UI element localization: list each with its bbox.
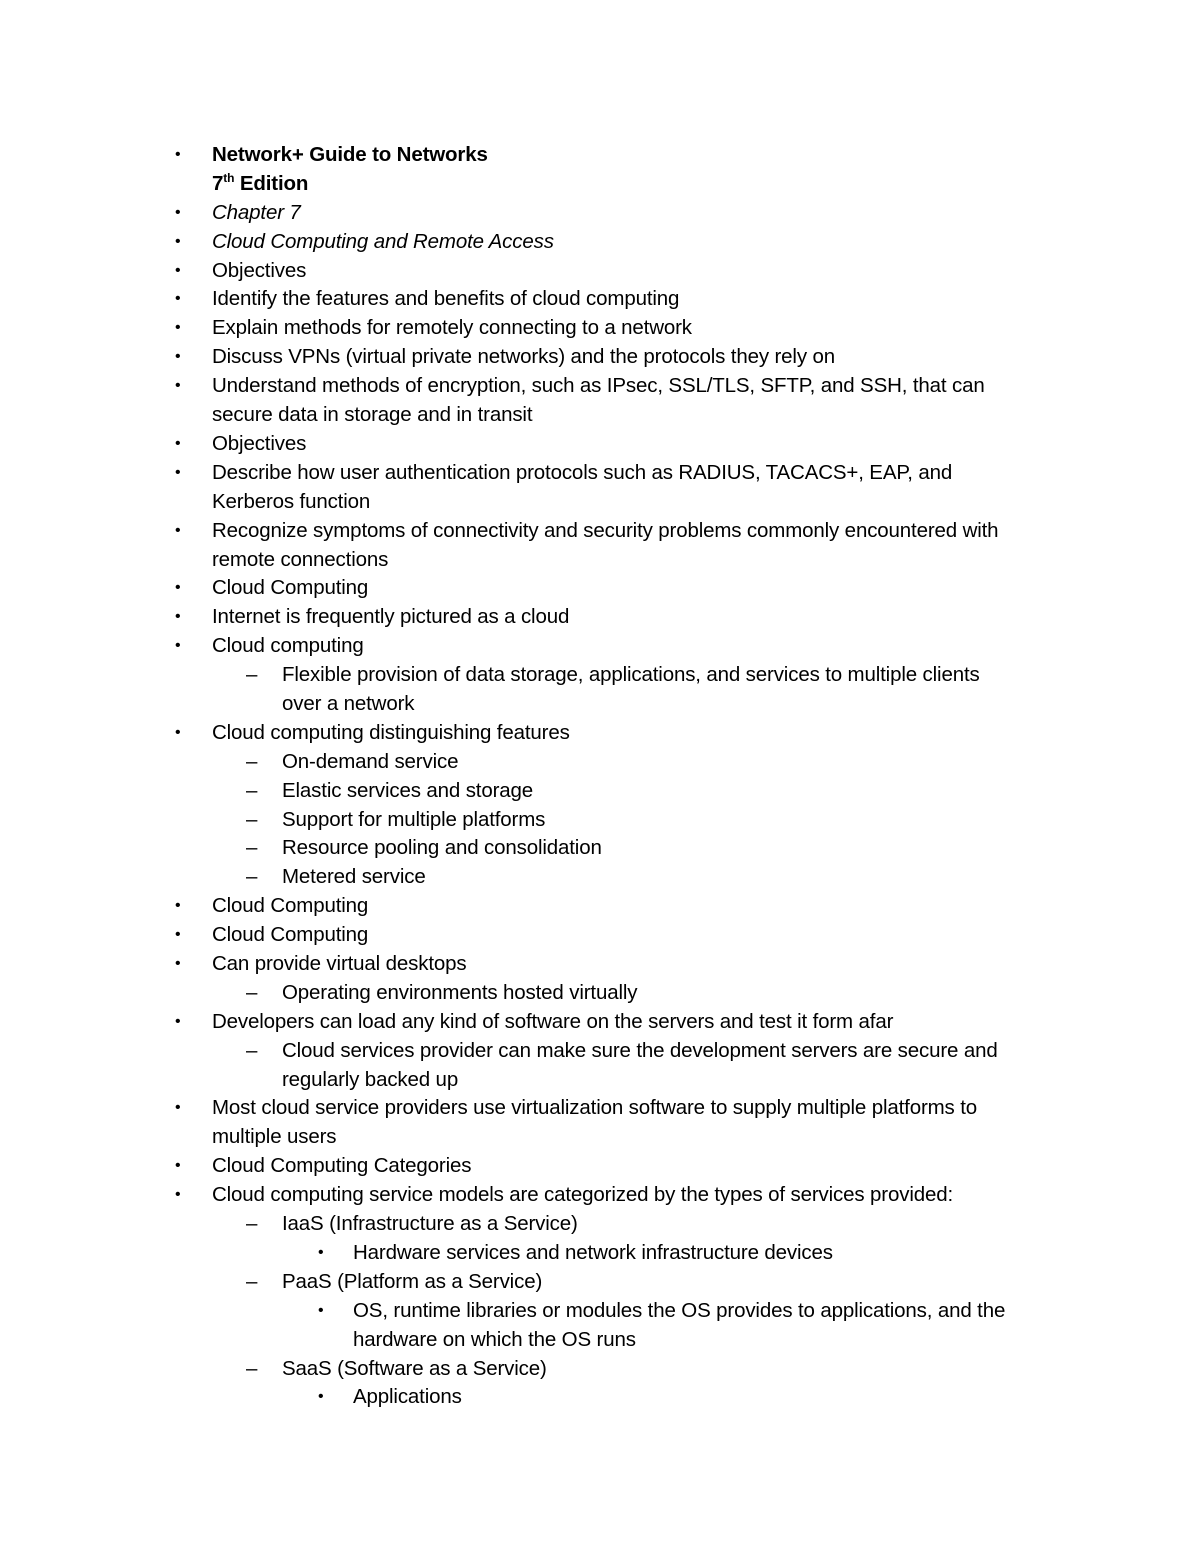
bullet-icon: • (175, 203, 181, 221)
bullet-icon: • (175, 608, 181, 626)
list-item-text (282, 979, 637, 1008)
bullet-icon: • (175, 261, 181, 279)
list-item (0, 719, 1200, 748)
bullet-icon: • (175, 377, 181, 395)
dash-icon: – (246, 1038, 258, 1062)
list-item (0, 1008, 1200, 1037)
document-title (212, 141, 488, 199)
text-line: Resource pooling and consolidation (282, 836, 602, 860)
bullet-icon: • (175, 1099, 181, 1117)
list-item-text (212, 719, 570, 748)
edition-number: 7 (212, 171, 224, 195)
dash-icon: – (246, 1269, 258, 1293)
list-item-text (212, 632, 364, 661)
list-item-text (212, 892, 368, 921)
list-item (0, 1268, 1200, 1297)
text-line: Cloud computing distinguishing features (212, 720, 570, 744)
list-item-text (212, 574, 368, 603)
bullet-icon: • (175, 319, 181, 337)
bullet-icon: • (175, 1186, 181, 1204)
list-item-text (353, 1297, 1005, 1355)
list-item-text (282, 1210, 578, 1239)
list-item (0, 343, 1200, 372)
text-line: Identify the features and benefits of cloud computing (212, 287, 680, 311)
bullet-icon: • (175, 348, 181, 366)
list-item-text (282, 777, 533, 806)
outline-list (0, 141, 1200, 1412)
edition-line (212, 170, 488, 199)
list-item (0, 1037, 1200, 1095)
bullet-icon: • (175, 723, 181, 741)
text-line: remote connections (212, 547, 389, 571)
list-item (0, 979, 1200, 1008)
bullet-icon: • (175, 637, 181, 655)
list-item-text (212, 430, 306, 459)
list-item-text (353, 1239, 833, 1268)
text-line: Can provide virtual desktops (212, 952, 467, 976)
title-item (0, 141, 1200, 199)
list-item-text (282, 863, 426, 892)
bullet-icon: • (175, 290, 181, 308)
list-item-text (212, 603, 569, 632)
dash-icon: – (246, 663, 258, 687)
list-item (0, 632, 1200, 661)
text-line: multiple users (212, 1125, 337, 1149)
list-item-text (212, 228, 554, 257)
text-line: Cloud computing service models are categorized by the types of services provided: (212, 1183, 954, 1207)
list-item (0, 1210, 1200, 1239)
bullet-icon: • (175, 1012, 181, 1030)
list-item (0, 1383, 1200, 1412)
text-line: Understand methods of encryption, such as IPsec, SSL/TLS, SFTP, and SSH, that can (212, 374, 985, 398)
text-line: Operating environments hosted virtually (282, 980, 638, 1004)
bullet-icon: • (175, 579, 181, 597)
list-item (0, 806, 1200, 835)
text-line: Chapter 7 (212, 200, 301, 224)
text-line: Hardware services and network infrastructure devices (353, 1240, 833, 1264)
text-line: PaaS (Platform as a Service) (282, 1269, 543, 1293)
bullet-icon: • (175, 897, 181, 915)
list-item (0, 863, 1200, 892)
list-item-text (212, 1152, 471, 1181)
list-item (0, 661, 1200, 719)
list-item-text (282, 834, 602, 863)
dash-icon: – (246, 807, 258, 831)
list-item-text (212, 1094, 977, 1152)
list-item (0, 459, 1200, 517)
text-line: Flexible provision of data storage, applications, and services to multiple clients (282, 663, 980, 687)
list-item (0, 574, 1200, 603)
list-item-text (212, 1181, 953, 1210)
text-line: Kerberos function (212, 489, 371, 513)
list-item-text (212, 921, 368, 950)
bullet-icon: • (318, 1301, 324, 1319)
dash-icon: – (246, 1212, 258, 1236)
text-line: Most cloud service providers use virtualization software to supply multiple platforms to (212, 1096, 977, 1120)
list-item (0, 892, 1200, 921)
list-item-text (212, 199, 301, 228)
dash-icon: – (246, 865, 258, 889)
list-item (0, 199, 1200, 228)
bullet-icon: • (318, 1388, 324, 1406)
text-line: Recognize symptoms of connectivity and security problems commonly encountered with (212, 518, 999, 542)
text-line: Describe how user authentication protocols such as RADIUS, TACACS+, EAP, and (212, 460, 953, 484)
list-item (0, 1239, 1200, 1268)
text-line: Explain methods for remotely connecting to a network (212, 316, 692, 340)
text-line: Metered service (282, 865, 426, 889)
list-item-text (212, 950, 466, 979)
list-item-text (212, 372, 985, 430)
text-line: hardware on which the OS runs (353, 1327, 636, 1351)
text-line: On-demand service (282, 749, 459, 773)
text-line: Cloud Computing (212, 576, 369, 600)
text-line: Cloud Computing Categories (212, 1154, 472, 1178)
edition-word: Edition (234, 171, 309, 195)
list-item-text (212, 1008, 893, 1037)
text-line: Elastic services and storage (282, 778, 534, 802)
dash-icon: – (246, 836, 258, 860)
bullet-icon: • (318, 1243, 324, 1261)
text-line: Objectives (212, 258, 307, 282)
text-line: Developers can load any kind of software on the servers and test it form afar (212, 1009, 894, 1033)
bullet-icon: • (175, 146, 181, 163)
list-item (0, 834, 1200, 863)
list-item-text (212, 517, 998, 575)
list-item-text (282, 1037, 998, 1095)
text-line: Applications (353, 1385, 462, 1409)
list-item (0, 950, 1200, 979)
list-item (0, 257, 1200, 286)
text-line: regularly backed up (282, 1067, 459, 1091)
text-line: Cloud Computing and Remote Access (212, 229, 554, 253)
bullet-icon: • (175, 1157, 181, 1175)
list-item-text (282, 1355, 547, 1384)
list-item-text (212, 285, 679, 314)
list-item (0, 777, 1200, 806)
text-line: SaaS (Software as a Service) (282, 1356, 547, 1380)
list-item-text (212, 314, 692, 343)
list-item (0, 285, 1200, 314)
dash-icon: – (246, 749, 258, 773)
bullet-icon: • (175, 521, 181, 539)
text-line: IaaS (Infrastructure as a Service) (282, 1212, 578, 1236)
list-item-text (353, 1383, 462, 1412)
list-item (0, 1297, 1200, 1355)
text-line: Cloud Computing (212, 923, 369, 947)
dash-icon: – (246, 1356, 258, 1380)
list-item (0, 314, 1200, 343)
list-item-text (282, 661, 980, 719)
bullet-icon: • (175, 232, 181, 250)
list-item-text (212, 257, 306, 286)
bullet-icon: • (175, 463, 181, 481)
bullet-icon: • (175, 955, 181, 973)
list-item (0, 372, 1200, 430)
dash-icon: – (246, 980, 258, 1004)
list-item-text (282, 748, 458, 777)
bullet-icon: • (175, 434, 181, 452)
list-item (0, 1355, 1200, 1384)
text-line: Support for multiple platforms (282, 807, 546, 831)
list-item (0, 517, 1200, 575)
text-line: over a network (282, 692, 415, 715)
list-item-text (212, 459, 952, 517)
list-item (0, 748, 1200, 777)
text-line: Internet is frequently pictured as a cloud (212, 605, 570, 629)
list-item (0, 921, 1200, 950)
text-line: secure data in storage and in transit (212, 403, 533, 427)
text-line: Cloud services provider can make sure the development servers are secure and (282, 1038, 998, 1062)
list-item (0, 430, 1200, 459)
bullet-icon: • (175, 926, 181, 944)
text-line: Cloud Computing (212, 894, 369, 918)
dash-icon: – (246, 778, 258, 802)
list-item-text (212, 343, 835, 372)
list-item (0, 228, 1200, 257)
list-item (0, 1181, 1200, 1210)
edition-suffix: th (223, 171, 235, 186)
list-item-text (282, 1268, 542, 1297)
text-line: Discuss VPNs (virtual private networks) and the protocols they rely on (212, 345, 835, 369)
list-item-text (282, 806, 545, 835)
text-line: Cloud computing (212, 634, 364, 658)
list-item (0, 1152, 1200, 1181)
text-line: OS, runtime libraries or modules the OS provides to applications, and the (353, 1298, 1006, 1322)
list-item (0, 603, 1200, 632)
list-item (0, 1094, 1200, 1152)
text-line: Objectives (212, 431, 307, 455)
title-line: Network+ Guide to Networks (212, 143, 488, 166)
